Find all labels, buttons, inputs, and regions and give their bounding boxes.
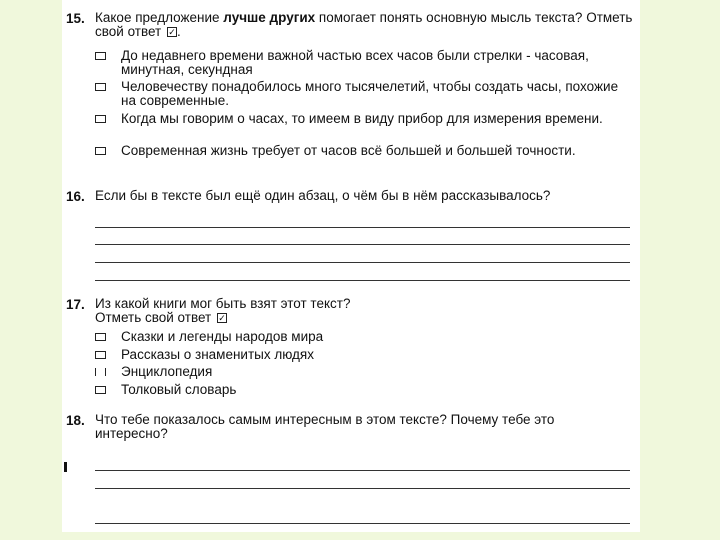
checkbox-icon[interactable] [95,52,106,60]
margin-mark [64,462,67,472]
answer-line[interactable] [95,470,630,471]
option-label: Толковый словарь [121,382,237,397]
check-mark-icon: ✓ [218,313,226,323]
checkbox-icon[interactable] [95,351,106,359]
question-text [95,11,635,39]
question-text: Если бы в тексте был ещё один абзац, о чём бы в нём рассказывалось? [95,188,551,203]
answer-line[interactable] [95,488,630,489]
instruction-text: Отметь свой ответ [95,310,212,325]
option-label: Современная жизнь требует от часов всё большей и большей точности. [121,143,576,158]
worksheet-page [62,0,640,532]
checkbox-icon[interactable] [95,386,106,394]
question-text [95,297,635,325]
question-text-bold: лучше других [223,10,316,25]
question-text-part: Какое предложение [95,10,224,25]
checkbox-icon[interactable] [95,83,106,91]
question-instruction [95,311,635,325]
check-mark-icon: ✓ [168,27,176,37]
question-text-part: помогает понять основную мысль текста? Отметь свой ответ [95,10,633,39]
option-label: До недавнего времени важной частью всех часов были стрелки - часовая, минутная, секундная [121,48,589,77]
question-number: 15. [66,11,85,26]
checkbox-icon[interactable] [95,368,106,376]
answer-line[interactable] [95,262,630,263]
checkbox-icon[interactable] [95,333,106,341]
question-number: 16. [66,189,85,204]
question-text-end: . [177,24,181,39]
option-label: Энциклопедия [121,364,213,379]
question-number: 18. [66,413,85,428]
option-label: Сказки и легенды народов мира [121,329,324,344]
option-label: Человечеству понадобилось много тысячелетий, чтобы создать часы, похожие на современные. [121,79,619,108]
answer-line[interactable] [95,244,630,245]
answer-line[interactable] [95,227,630,228]
question-number: 17. [66,297,85,312]
answer-line[interactable] [95,523,630,524]
question-text: Что тебе показалось самым интересным в этом тексте? Почему тебе это интересно? [95,412,555,441]
checkbox-icon[interactable] [95,115,106,123]
option-label: Рассказы о знаменитых людях [121,347,314,362]
answer-line[interactable] [95,280,630,281]
question-text-line: Из какой книги мог быть взят этот текст? [95,296,351,311]
checkbox-icon[interactable] [95,147,106,155]
option-label: Когда мы говорим о часах, то имеем в виду прибор для измерения времени. [121,111,603,126]
